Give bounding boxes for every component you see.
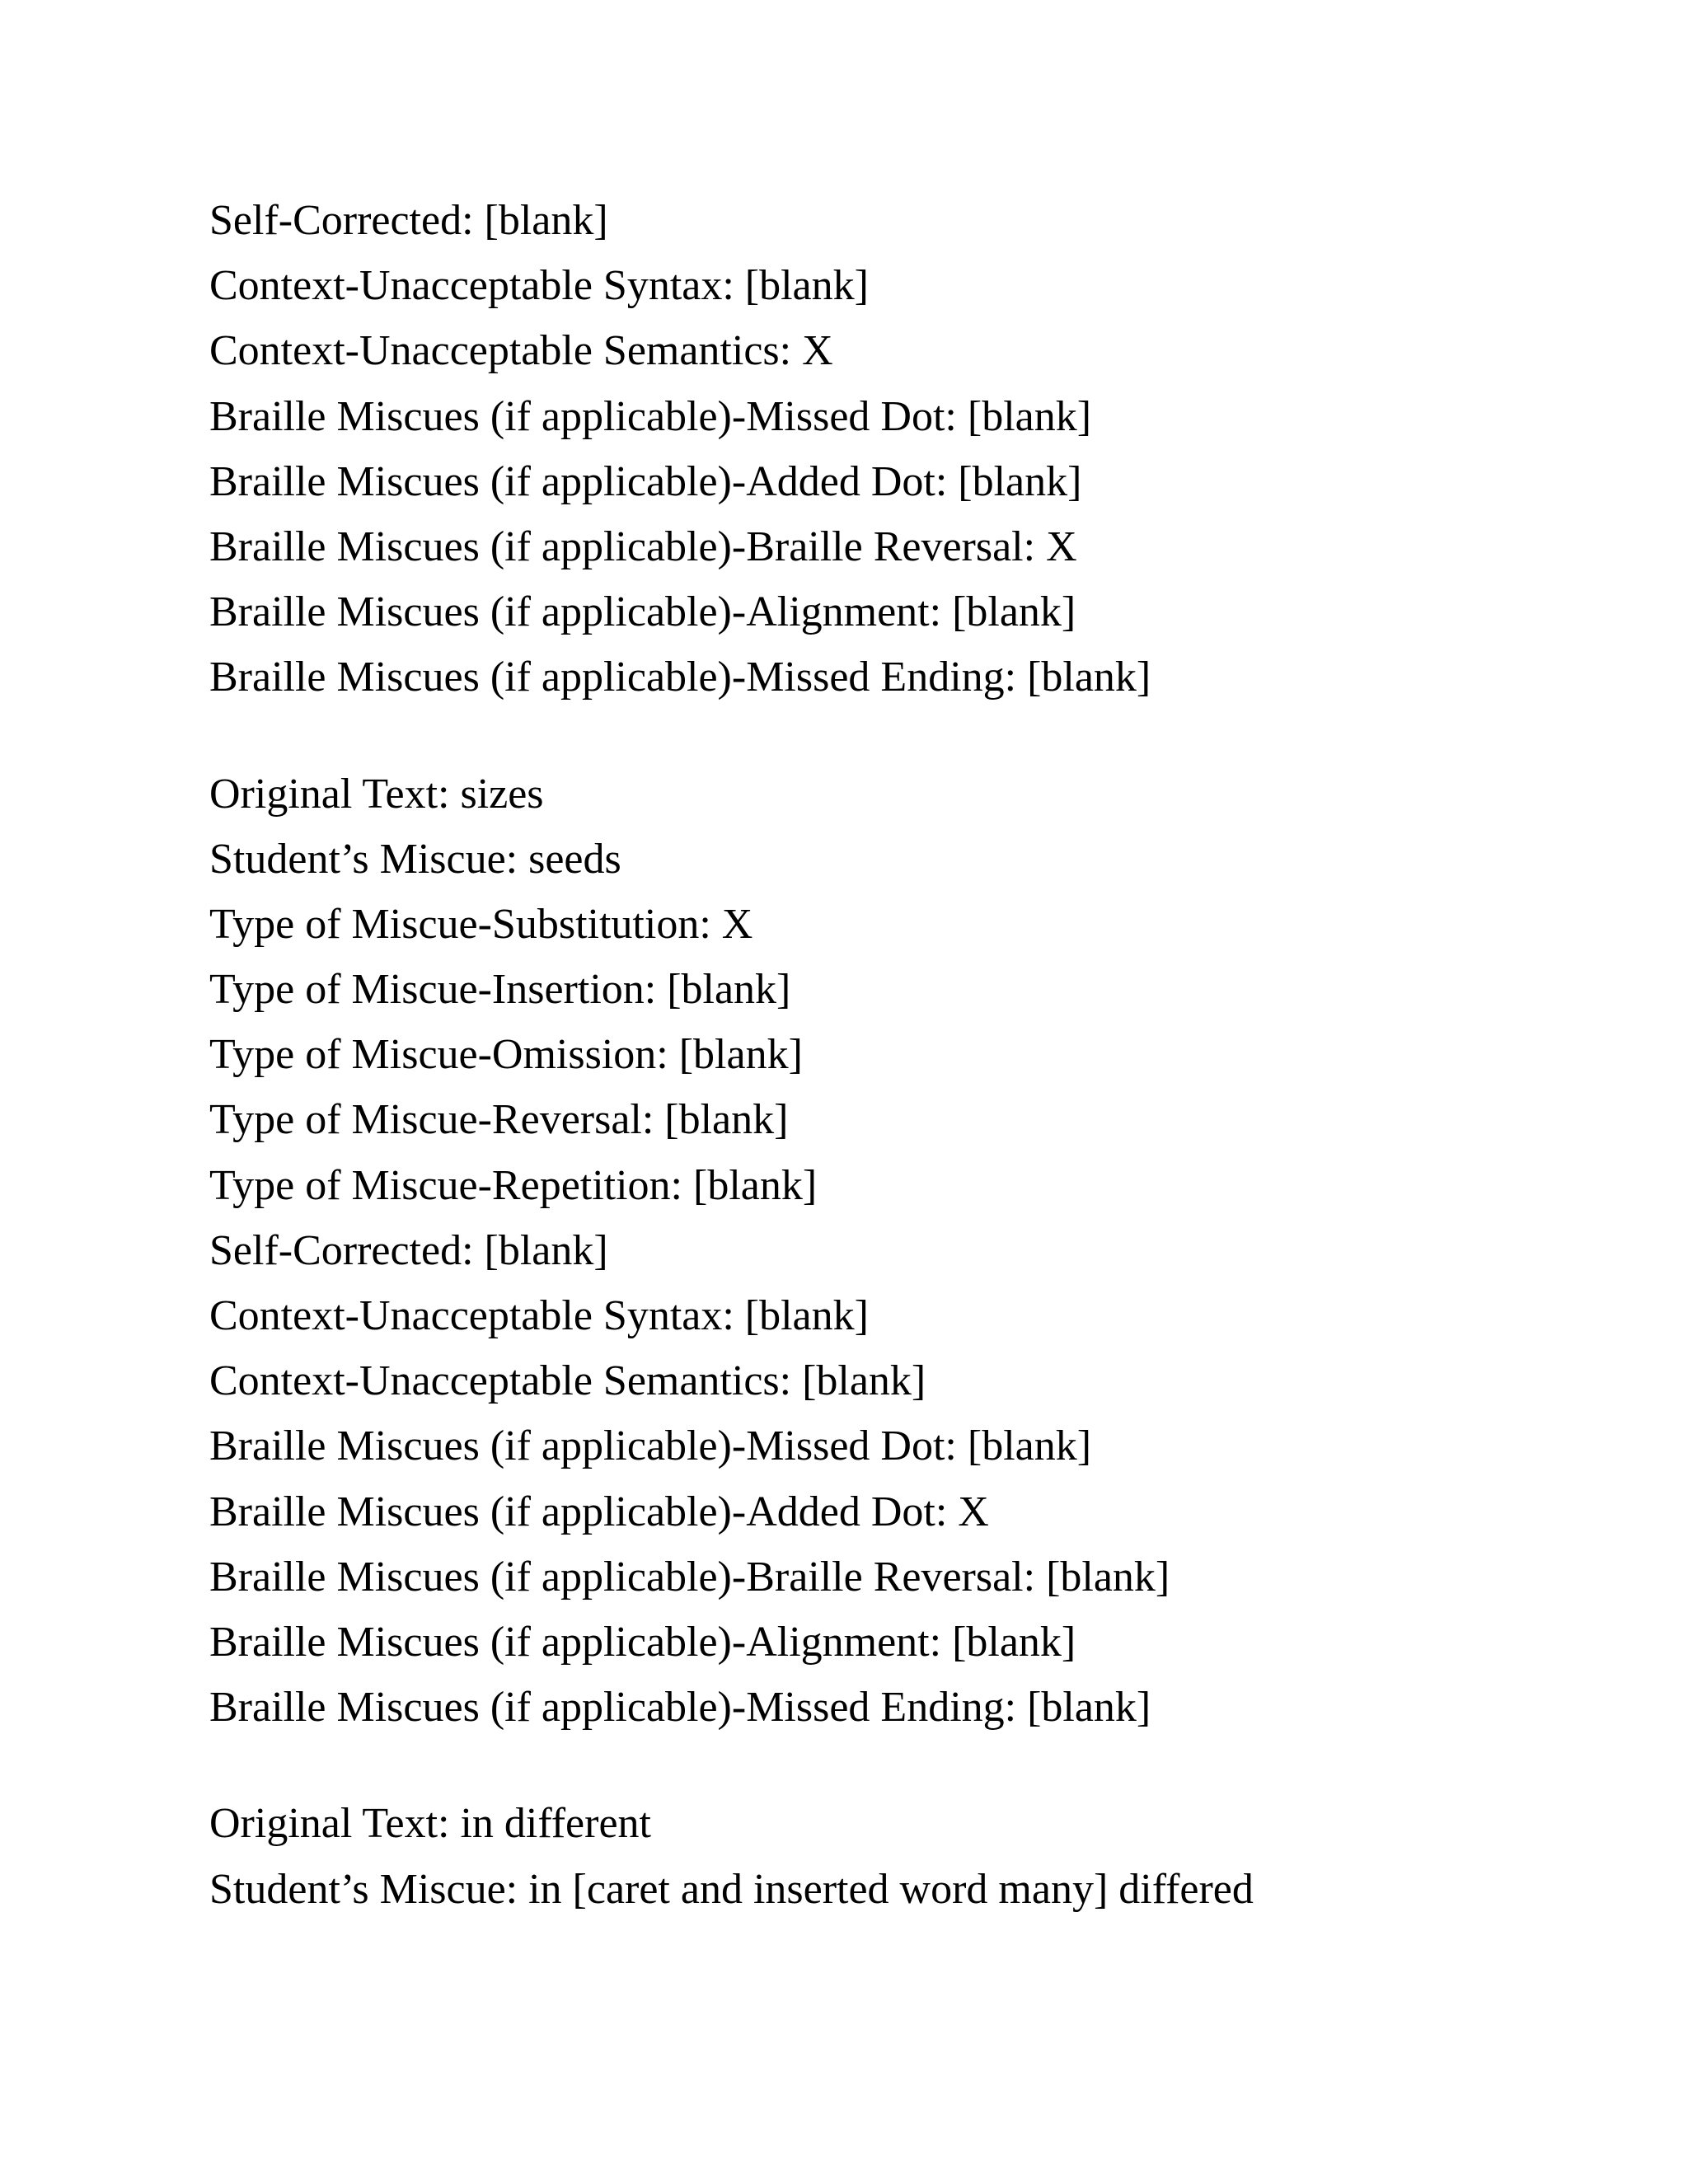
braille-alignment-line: Braille Miscues (if applicable)-Alignment: [blank] [209, 1618, 1076, 1666]
context-semantics-line: Context-Unacceptable Semantics: X [209, 327, 833, 375]
paragraph-gap [209, 1740, 1561, 1791]
self-corrected-line: Self-Corrected: [blank] [209, 197, 608, 244]
student-miscue-line: Student’s Miscue: seeds [209, 835, 621, 883]
document-body [209, 188, 1561, 1922]
context-semantics-line: Context-Unacceptable Semantics: [blank] [209, 1357, 926, 1405]
miscue-entry-block-1 [209, 188, 1561, 710]
original-text-line: Original Text: in different [209, 1800, 651, 1848]
type-reversal-line: Type of Miscue-Reversal: [blank] [209, 1096, 789, 1144]
braille-missed-dot-line: Braille Miscues (if applicable)-Missed Dot: [blank] [209, 1422, 1092, 1470]
self-corrected-line: Self-Corrected: [blank] [209, 1226, 608, 1274]
context-syntax-line: Context-Unacceptable Syntax: [blank] [209, 262, 869, 310]
braille-missed-ending-line: Braille Miscues (if applicable)-Missed Ending: [blank] [209, 1684, 1151, 1732]
braille-reversal-line: Braille Miscues (if applicable)-Braille Reversal: X [209, 523, 1077, 570]
miscue-entry-block-3 [209, 1791, 1561, 1921]
braille-reversal-line: Braille Miscues (if applicable)-Braille Reversal: [blank] [209, 1553, 1170, 1601]
braille-alignment-line: Braille Miscues (if applicable)-Alignment: [blank] [209, 588, 1076, 636]
braille-missed-dot-line: Braille Miscues (if applicable)-Missed Dot: [blank] [209, 392, 1092, 440]
braille-added-dot-line: Braille Miscues (if applicable)-Added Dot: X [209, 1488, 989, 1535]
braille-missed-ending-line: Braille Miscues (if applicable)-Missed Ending: [blank] [209, 654, 1151, 701]
type-substitution-line: Type of Miscue-Substitution: X [209, 900, 753, 948]
type-repetition-line: Type of Miscue-Repetition: [blank] [209, 1161, 818, 1209]
type-insertion-line: Type of Miscue-Insertion: [blank] [209, 966, 791, 1014]
original-text-line: Original Text: sizes [209, 770, 544, 818]
student-miscue-line: Student’s Miscue: in [caret and inserted word many] differed [209, 1865, 1254, 1913]
paragraph-gap [209, 710, 1561, 762]
type-omission-line: Type of Miscue-Omission: [blank] [209, 1031, 803, 1079]
context-syntax-line: Context-Unacceptable Syntax: [blank] [209, 1292, 869, 1339]
miscue-entry-block-2 [209, 762, 1561, 1741]
braille-added-dot-line: Braille Miscues (if applicable)-Added Dot: [blank] [209, 457, 1082, 505]
